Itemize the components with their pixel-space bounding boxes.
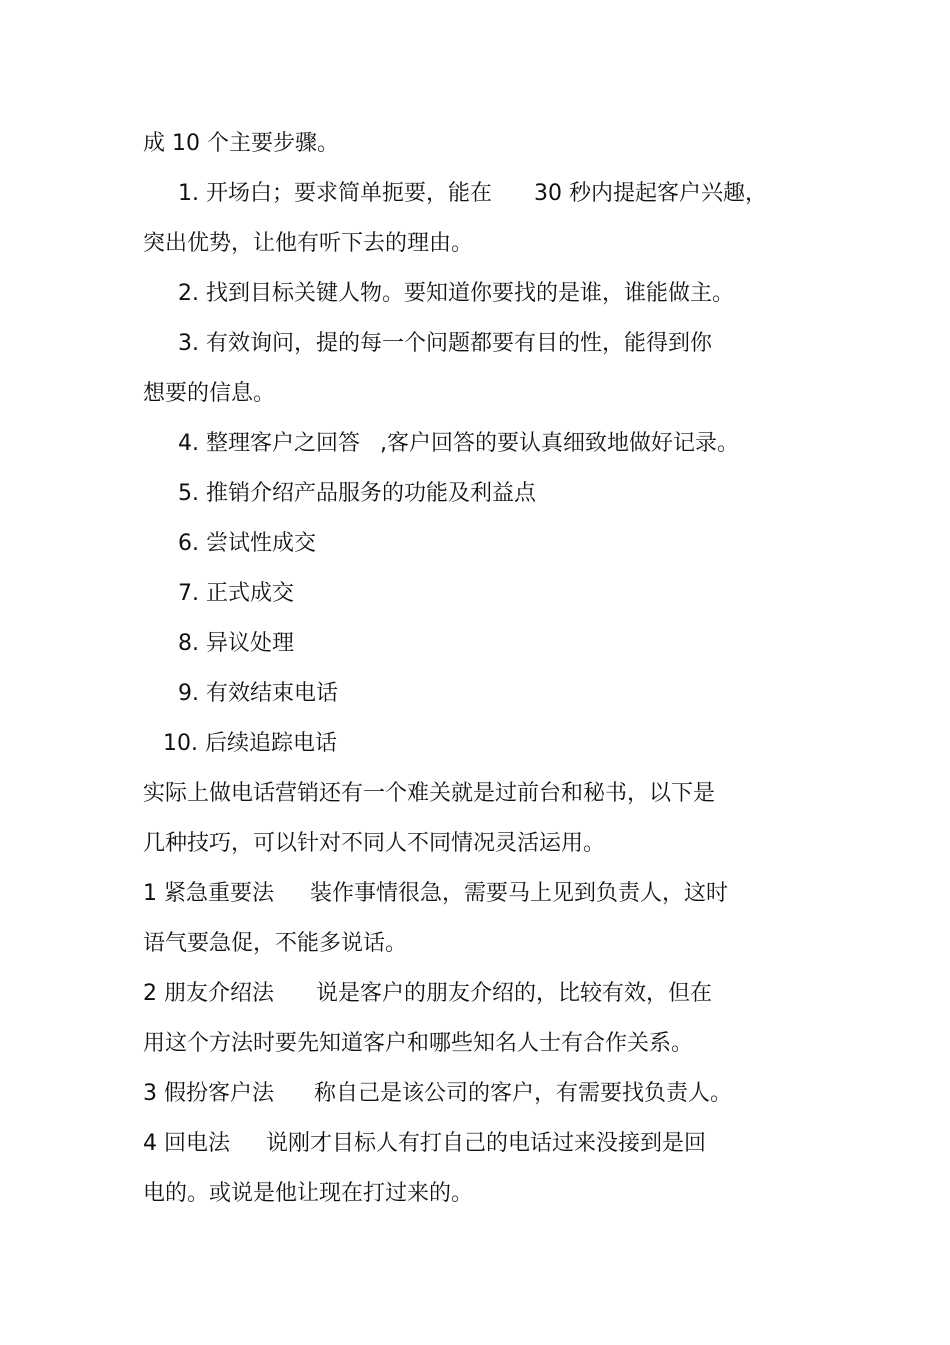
step-4-line [178,430,739,458]
step-1-text: 1. 开场白；要求简单扼要，能在 [178,181,492,206]
step-9-line: 9. 有效结束电话 [178,681,338,706]
technique-4-text: 说刚才目标人有打自己的电话过来没接到是回 [266,1131,707,1156]
technique-1-title: 1 紧急重要法 [143,881,274,906]
step-3-line-2: 想要的信息。 [143,381,276,406]
paragraph-line-2: 几种技巧，可以针对不同人不同情况灵活运用。 [143,831,606,856]
technique-4-line-2: 电的。或说是他让现在打过来的。 [143,1181,474,1206]
technique-1-line [143,880,728,908]
technique-3-line [143,1080,732,1108]
step-7-line: 7. 正式成交 [178,581,294,606]
step-1-line [178,180,767,208]
step-1-text-cont: 30 秒内提起客户兴趣， [533,181,767,206]
step-4-text: 4. 整理客户之回答 [178,431,360,456]
step-5-line: 5. 推销介绍产品服务的功能及利益点 [178,481,536,506]
technique-1-line-2: 语气要急促，不能多说话。 [143,931,408,956]
technique-2-line-2: 用这个方法时要先知道客户和哪些知名人士有合作关系。 [143,1031,694,1056]
technique-2-title: 2 朋友介绍法 [143,981,274,1006]
technique-4-line [143,1130,706,1158]
step-10-line: 10. 后续追踪电话 [163,731,337,756]
technique-1-text: 装作事情很急，需要马上见到负责人，这时 [310,881,729,906]
technique-3-text: 称自己是该公司的客户，有需要找负责人。 [314,1081,733,1106]
step-3-line: 3. 有效询问，提的每一个问题都要有目的性，能得到你 [178,331,712,356]
technique-2-line [143,980,712,1008]
step-8-line: 8. 异议处理 [178,631,294,656]
technique-3-title: 3 假扮客户法 [143,1081,274,1106]
text-line: 成 10 个主要步骤。 [143,131,339,156]
step-2-line: 2. 找到目标关键人物。要知道你要找的是谁，谁能做主。 [178,281,734,306]
paragraph-line: 实际上做电话营销还有一个难关就是过前台和秘书，以下是 [143,781,716,806]
technique-4-title: 4 回电法 [143,1131,230,1156]
step-4-text-cont: ,客户回答的要认真细致地做好记录。 [379,431,739,456]
technique-2-text: 说是客户的朋友介绍的，比较有效，但在 [316,981,713,1006]
step-1-line-2: 突出优势，让他有听下去的理由。 [143,231,474,256]
step-6-line: 6. 尝试性成交 [178,531,316,556]
